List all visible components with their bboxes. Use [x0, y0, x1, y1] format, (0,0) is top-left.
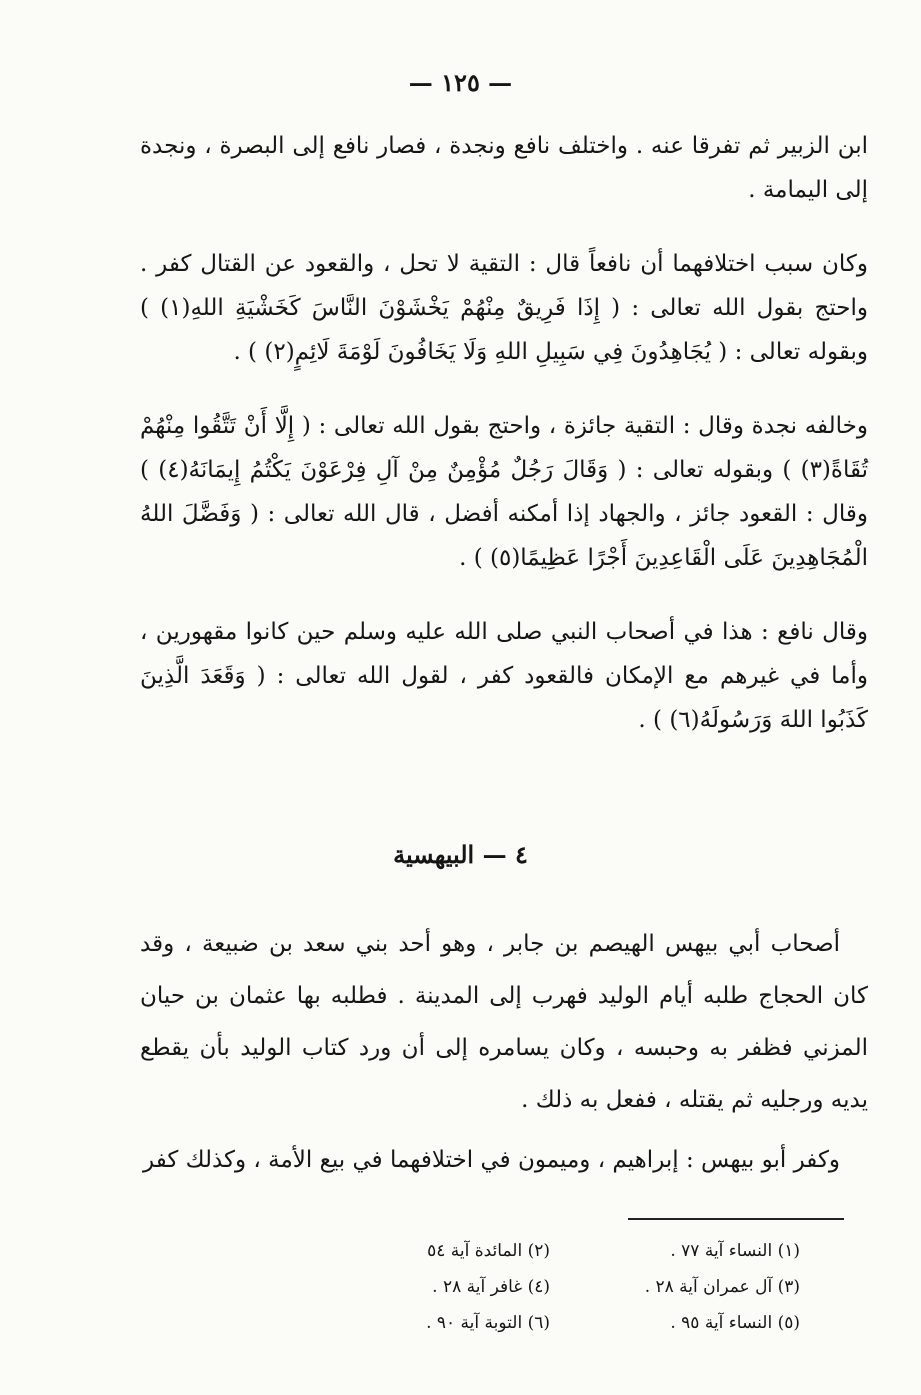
footnote-4: (٤) غافر آية ٢٨ . — [432, 1277, 550, 1297]
footnote-5: (٥) النساء آية ٩٥ . — [670, 1313, 800, 1333]
footnotes — [300, 1236, 800, 1338]
footnote-6: (٦) التوبة آية ٩٠ . — [426, 1313, 550, 1333]
paragraph-najda-argument: وخالفه نجدة وقال : التقية جائزة ، واحتج بقول الله تعالى : ( إِلَّا أَنْ تَتَّقُوا مِنْهُمْ تُقَاةً(٣) ) وبقوله تعالى : ( وَقَالَ رَجُلٌ مُؤْمِنٌ مِنْ آلِ فِرْعَوْنَ يَكْتُمُ إِيمَانَهُ(٤) ) وقال : القعود جائز ، والجهاد إذا أمكنه أفضل ، قال الله تعالى : ( وَفَضَّلَ اللهُ الْمُجَاهِدِينَ عَلَى الْقَاعِدِينَ أَجْرًا عَظِيمًا(٥) ) . — [140, 413, 868, 571]
footnote-divider — [628, 1218, 844, 1220]
footnote-2: (٢) المائدة آية ٥٤ — [427, 1241, 550, 1261]
section-heading: ٤ — البيهسية — [393, 840, 528, 869]
footnote-1: (١) النساء آية ٧٧ . — [670, 1241, 800, 1261]
body-section-kharijite-dispute — [140, 124, 868, 742]
page-number: — ١٢٥ — — [408, 68, 513, 97]
paragraph-abu-bayhas-takfir: وكفر أبو بيهس : إبراهيم ، وميمون في اختلافهما في بيع الأمة ، وكذلك كفر — [143, 1147, 840, 1173]
footnote-3: (٣) آل عمران آية ٢٨ . — [644, 1277, 800, 1297]
paragraph-nafi-argument: وكان سبب اختلافهما أن نافعاً قال : التقية لا تحل ، والقعود عن القتال كفر . واحتج بقول الله تعالى : ( إِذَا فَرِيقٌ مِنْهُمْ يَخْشَوْنَ النَّاسَ كَخَشْيَةِ اللهِ(١) ) وبقوله تعالى : ( يُجَاهِدُونَ فِي سَبِيلِ اللهِ وَلَا يَخَافُونَ لَوْمَةَ لَائِمٍ(٢) ) . — [140, 251, 868, 365]
paragraph-abu-bayhas: أصحاب أبي بيهس الهيصم بن جابر ، وهو أحد بني سعد بن ضبيعة ، وقد كان الحجاج طلبه أيام الوليد فهرب إلى المدينة . فطلبه بها عثمان بن حيان المزني فظفر به وحبسه ، وكان يسامره إلى أن ورد كتاب الوليد بأن يقطع يديه ورجليه ثم يقتله ، ففعل به ذلك . — [140, 931, 868, 1113]
body-section-bayhasiyya — [140, 918, 868, 1186]
paragraph-split: ابن الزبير ثم تفرقا عنه . واختلف نافع ونجدة ، فصار نافع إلى البصرة ، ونجدة إلى اليمامة . — [140, 133, 868, 203]
paragraph-nafi-reply: وقال نافع : هذا في أصحاب النبي صلى الله عليه وسلم حين كانوا مقهورين ، وأما في غيرهم مع الإمكان فالقعود كفر ، لقول الله تعالى : ( وَقَعَدَ الَّذِينَ كَذَبُوا اللهَ وَرَسُولَهُ(٦) ) . — [140, 619, 868, 733]
